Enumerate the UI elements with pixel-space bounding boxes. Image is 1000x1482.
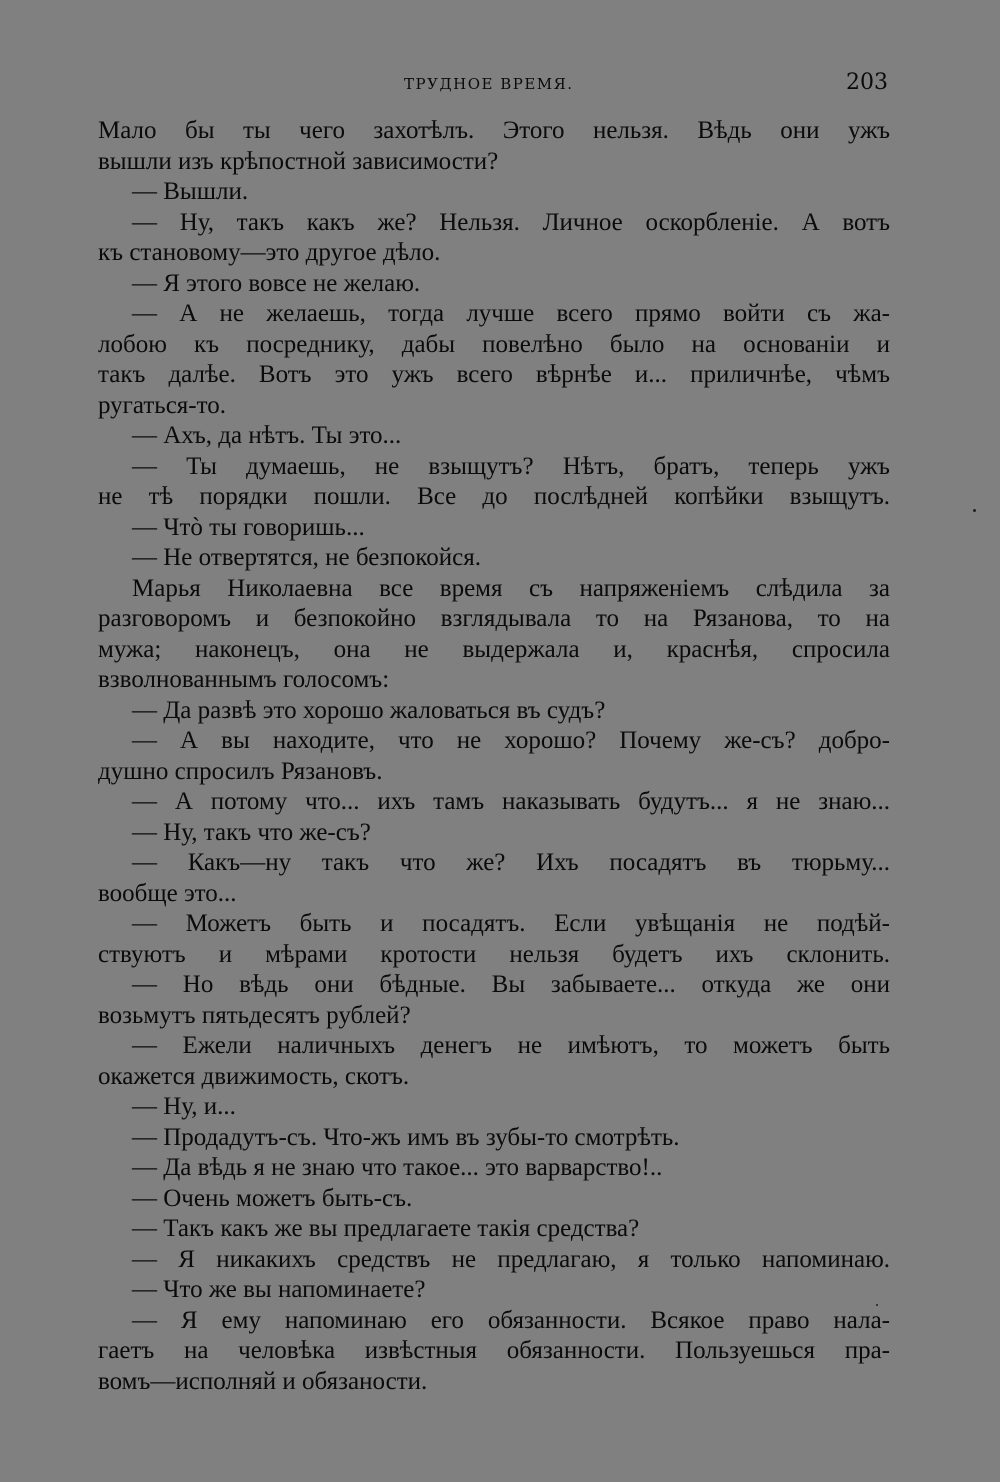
text-line: — Ну, такъ что же-съ? (132, 818, 371, 846)
text-line: лобою къ посреднику, дабы повелѣно было на основаніи и (98, 330, 890, 358)
text-line: — Ну, и... (132, 1093, 236, 1120)
text-line: — Я ему напоминаю его обязанности. Всякое право нала- (132, 1306, 890, 1334)
body-text (98, 116, 890, 1397)
text-line: къ становому—это другое дѣло. (98, 239, 441, 266)
text-line: — Ну, такъ какъ же? Нельзя. Личное оскорбленіе. А вотъ (132, 208, 890, 236)
text-line: такъ далѣе. Вотъ это ужъ всего вѣрнѣе и... приличнѣе, чѣмъ (98, 361, 890, 388)
text-line: — Продадутъ-съ. Что-жъ имъ въ зубы-то смотрѣть. (132, 1123, 680, 1151)
text-line: гаетъ на человѣка извѣстныя обязанности. Пользуешься пра- (98, 1337, 890, 1364)
text-line: душно спросилъ Рязановъ. (98, 757, 383, 785)
text-line: вообще это... (98, 879, 237, 907)
text-line: — Ежели наличныхъ денегъ не имѣютъ, то можетъ быть (132, 1032, 890, 1059)
text-line: разговоромъ и безпокойно взглядывала то на Рязанова, то на (98, 605, 890, 632)
text-line: вышли изъ крѣпостной зависимости? (98, 147, 499, 175)
text-line: — Я этого вовсе не желаю. (132, 269, 421, 297)
text-line: Мало бы ты чего захотѣлъ. Этого нельзя. Вѣдь они ужъ (98, 117, 890, 144)
text-line: — Я никакихъ средствъ не предлагаю, я только напоминаю. (132, 1245, 890, 1273)
text-line: окажется движимость, скотъ. (98, 1062, 410, 1090)
text-line: — Можетъ быть и посадятъ. Если увѣщанія не подѣй- (132, 910, 890, 937)
running-head-title: ТРУДНОЕ ВРЕМЯ. (404, 75, 574, 93)
text-line: — Вышли. (132, 178, 249, 205)
text-line: — Ахъ, да нѣтъ. Ты это... (132, 422, 402, 449)
text-line: ругаться-то. (98, 391, 226, 419)
text-line: Марья Николаевна все время съ напряженіемъ слѣдила за (132, 574, 890, 602)
text-line: — Чтò ты говоришь... (132, 513, 365, 541)
text-line: — Ты думаешь, не взыщутъ? Нѣтъ, братъ, теперь ужъ (132, 452, 890, 480)
text-line: — Такъ какъ же вы предлагаете такія средства? (132, 1215, 640, 1242)
text-line: взволнованнымъ голосомъ: (98, 666, 390, 693)
print-speck (876, 1304, 878, 1306)
page-number: 203 (846, 70, 888, 95)
text-line: — А потому что... ихъ тамъ наказывать будутъ... я не знаю... (132, 788, 890, 815)
text-line: — Да вѣдь я не знаю что такое... это варварство!.. (132, 1154, 663, 1181)
text-line: не тѣ порядки пошли. Все до послѣдней копѣйки взыщутъ. (98, 483, 890, 510)
text-line: — Что же вы напоминаете? (132, 1276, 426, 1303)
text-line: — Какъ—ну такъ что же? Ихъ посадятъ въ тюрьму... (132, 849, 890, 876)
text-line: — Да развѣ это хорошо жаловаться въ судъ? (132, 696, 606, 724)
text-line: ствуютъ и мѣрами кротости нельзя будетъ ихъ склонить. (98, 940, 890, 968)
text-line: возьмутъ пятьдесятъ рублей? (98, 1001, 411, 1029)
text-line: — Не отвертятся, не безпокойся. (132, 544, 481, 571)
text-line: — Очень можетъ быть-съ. (132, 1184, 413, 1212)
text-line: — Но вѣдь они бѣдные. Вы забываете... откуда же они (132, 971, 890, 998)
text-line: — А вы находите, что не хорошо? Почему же-съ? добро- (132, 727, 890, 754)
text-line: мужа; наконецъ, она не выдержала и, краснѣя, спросила (98, 635, 890, 663)
text-line: — А не желаешь, тогда лучше всего прямо войти съ жа- (132, 300, 890, 327)
text-line: вомъ—исполняй и обязаности. (98, 1367, 428, 1395)
print-speck (973, 509, 976, 512)
